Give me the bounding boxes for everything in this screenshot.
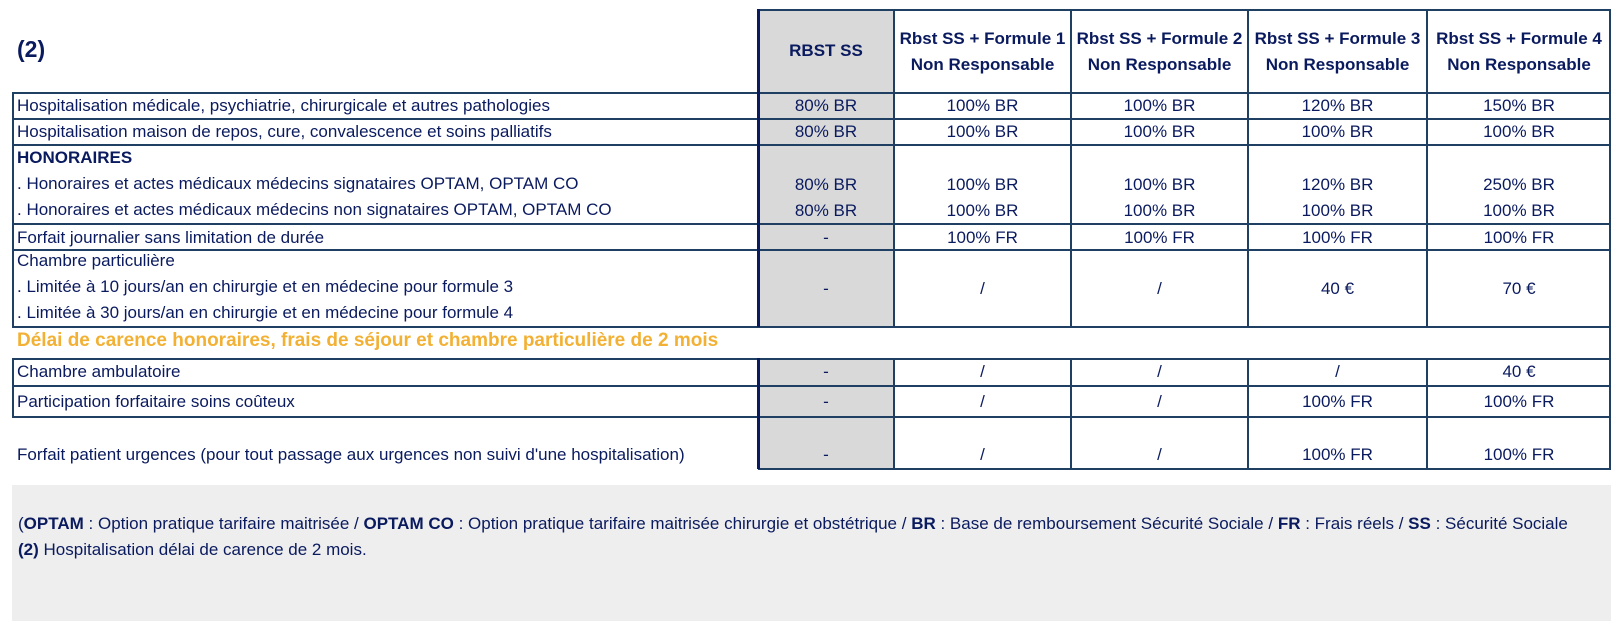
cell-value: - — [823, 445, 829, 464]
cell-value: 100% FR — [1302, 392, 1373, 411]
cell-value: 70 € — [1502, 279, 1536, 298]
abbr-optam-co: OPTAM CO — [363, 514, 454, 533]
cell-value: 150% BR — [1483, 96, 1555, 115]
cell-value: 100% BR — [946, 96, 1019, 115]
header-formule-1: Rbst SS + Formule 1 Non Responsable — [899, 29, 1066, 74]
cell-value: 120% BR — [1301, 96, 1374, 115]
grid-line — [757, 358, 760, 469]
cell-value: 100% BR — [1123, 175, 1196, 194]
cell-value: 100% BR — [1123, 201, 1196, 220]
cell-value: 100% BR — [1483, 122, 1555, 141]
cell-value: 100% BR — [1301, 201, 1374, 220]
cell-value: 100% FR — [1483, 392, 1555, 411]
row-label: Hospitalisation maison de repos, cure, convalescence et soins palliatifs — [17, 122, 552, 141]
cell-value: - — [823, 279, 829, 298]
grid-line — [1247, 9, 1249, 327]
cell-value: 40 € — [1320, 279, 1355, 298]
cell-value: / — [1157, 445, 1162, 464]
cell-value: 100% FR — [1483, 445, 1555, 464]
row-label: . Honoraires et actes médicaux médecins signataires OPTAM, OPTAM CO — [17, 174, 579, 193]
abbr-ss: SS — [1408, 514, 1431, 533]
cell-value: - — [823, 362, 829, 381]
grid-line — [1609, 9, 1611, 469]
abbr-br: BR — [911, 514, 936, 533]
cell-value: - — [823, 228, 829, 247]
row-label: Hospitalisation médicale, psychiatrie, chirurgicale et autres pathologies — [17, 96, 550, 115]
grid-line — [893, 9, 895, 327]
grid-line — [1070, 9, 1072, 327]
cell-value: / — [1335, 362, 1340, 381]
cell-value: 100% BR — [946, 201, 1019, 220]
row-label: . Limitée à 30 jours/an en chirurgie et en médecine pour formule 4 — [17, 303, 514, 322]
cell-value: - — [823, 392, 829, 411]
cell-value: 250% BR — [1483, 175, 1555, 194]
honoraires-heading: HONORAIRES — [17, 148, 133, 167]
cell-value: 100% FR — [1302, 228, 1373, 247]
grid-line — [758, 9, 1611, 11]
grid-line — [12, 92, 1611, 94]
grid-line — [12, 358, 1611, 360]
grid-line — [1247, 358, 1249, 469]
cell-value: 100% BR — [946, 175, 1019, 194]
waiting-period-notice: Délai de carence honoraires, frais de séjour et chambre particulière de 2 mois — [17, 330, 719, 351]
cell-value: 100% FR — [1302, 445, 1373, 464]
cell-value: 100% BR — [946, 122, 1019, 141]
grid-line — [1426, 358, 1428, 469]
grid-line — [12, 416, 1611, 418]
header-formule-4: Rbst SS + Formule 4 Non Responsable — [1436, 29, 1602, 74]
cell-value: 80% BR — [794, 122, 858, 141]
row-label: Forfait patient urgences (pour tout passage aux urgences non suivi d'une hospitalisation) — [17, 445, 685, 464]
cell-value: 100% BR — [1301, 122, 1374, 141]
row-label: Participation forfaitaire soins coûteux — [17, 392, 295, 411]
cell-value: / — [980, 392, 985, 411]
cell-value: 100% BR — [1123, 96, 1196, 115]
cell-value: 100% BR — [1483, 201, 1555, 220]
footnote-box — [12, 485, 1611, 621]
abbreviations-note: (OPTAM : Option pratique tarifaire maitrisée / OPTAM CO : Option pratique tarifaire maitrisée chirurgie et obstétrique / BR : Base de remboursement Sécurité Sociale / FR : Frais réels / SS : Sécurité Sociale — [18, 514, 1568, 533]
grid-line — [12, 92, 14, 327]
grid-line — [12, 249, 1611, 251]
row-label: Chambre ambulatoire — [17, 362, 181, 381]
cell-value: 100% FR — [1483, 228, 1555, 247]
page-title: (2) — [17, 36, 46, 62]
grid-line — [12, 326, 1611, 328]
cell-value: 40 € — [1502, 362, 1536, 381]
cell-value: 100% FR — [947, 228, 1018, 247]
cell-value: 80% BR — [794, 96, 858, 115]
cell-value: / — [980, 445, 985, 464]
grid-line — [12, 385, 1611, 387]
header-formule-3: Rbst SS + Formule 3 Non Responsable — [1254, 29, 1421, 74]
abbr-optam: OPTAM — [23, 514, 84, 533]
cell-value: 80% BR — [794, 201, 858, 220]
grid-line — [12, 144, 1611, 146]
grid-line — [12, 358, 14, 417]
cell-value: / — [1157, 392, 1162, 411]
grid-line — [758, 468, 1611, 470]
grid-line — [1070, 358, 1072, 469]
notice-row-bg — [758, 327, 894, 359]
cell-value: / — [1157, 279, 1162, 298]
header-rbst-ss: RBST SS — [789, 41, 863, 60]
cell-value: / — [980, 362, 985, 381]
row-label: . Honoraires et actes médicaux médecins non signataires OPTAM, OPTAM CO — [17, 200, 612, 219]
row-label: . Limitée à 10 jours/an en chirurgie et en médecine pour formule 3 — [17, 277, 514, 296]
row-label: Forfait journalier sans limitation de durée — [17, 228, 325, 247]
grid-line — [893, 358, 895, 469]
cell-value: 120% BR — [1301, 175, 1374, 194]
grid-line — [12, 118, 1611, 120]
cell-value: / — [1157, 362, 1162, 381]
grid-line — [1426, 9, 1428, 327]
cell-value: 80% BR — [794, 175, 858, 194]
header-formule-2: Rbst SS + Formule 2 Non Responsable — [1076, 29, 1243, 74]
row-label: Chambre particulière — [17, 251, 175, 270]
abbr-fr: FR — [1277, 514, 1301, 533]
carence-note: (2) Hospitalisation délai de carence de 2 mois. — [18, 540, 367, 559]
grid-line — [757, 9, 760, 327]
grid-line — [12, 223, 1611, 225]
cell-value: 100% FR — [1124, 228, 1195, 247]
cell-value: / — [980, 279, 985, 298]
cell-value: 100% BR — [1123, 122, 1196, 141]
